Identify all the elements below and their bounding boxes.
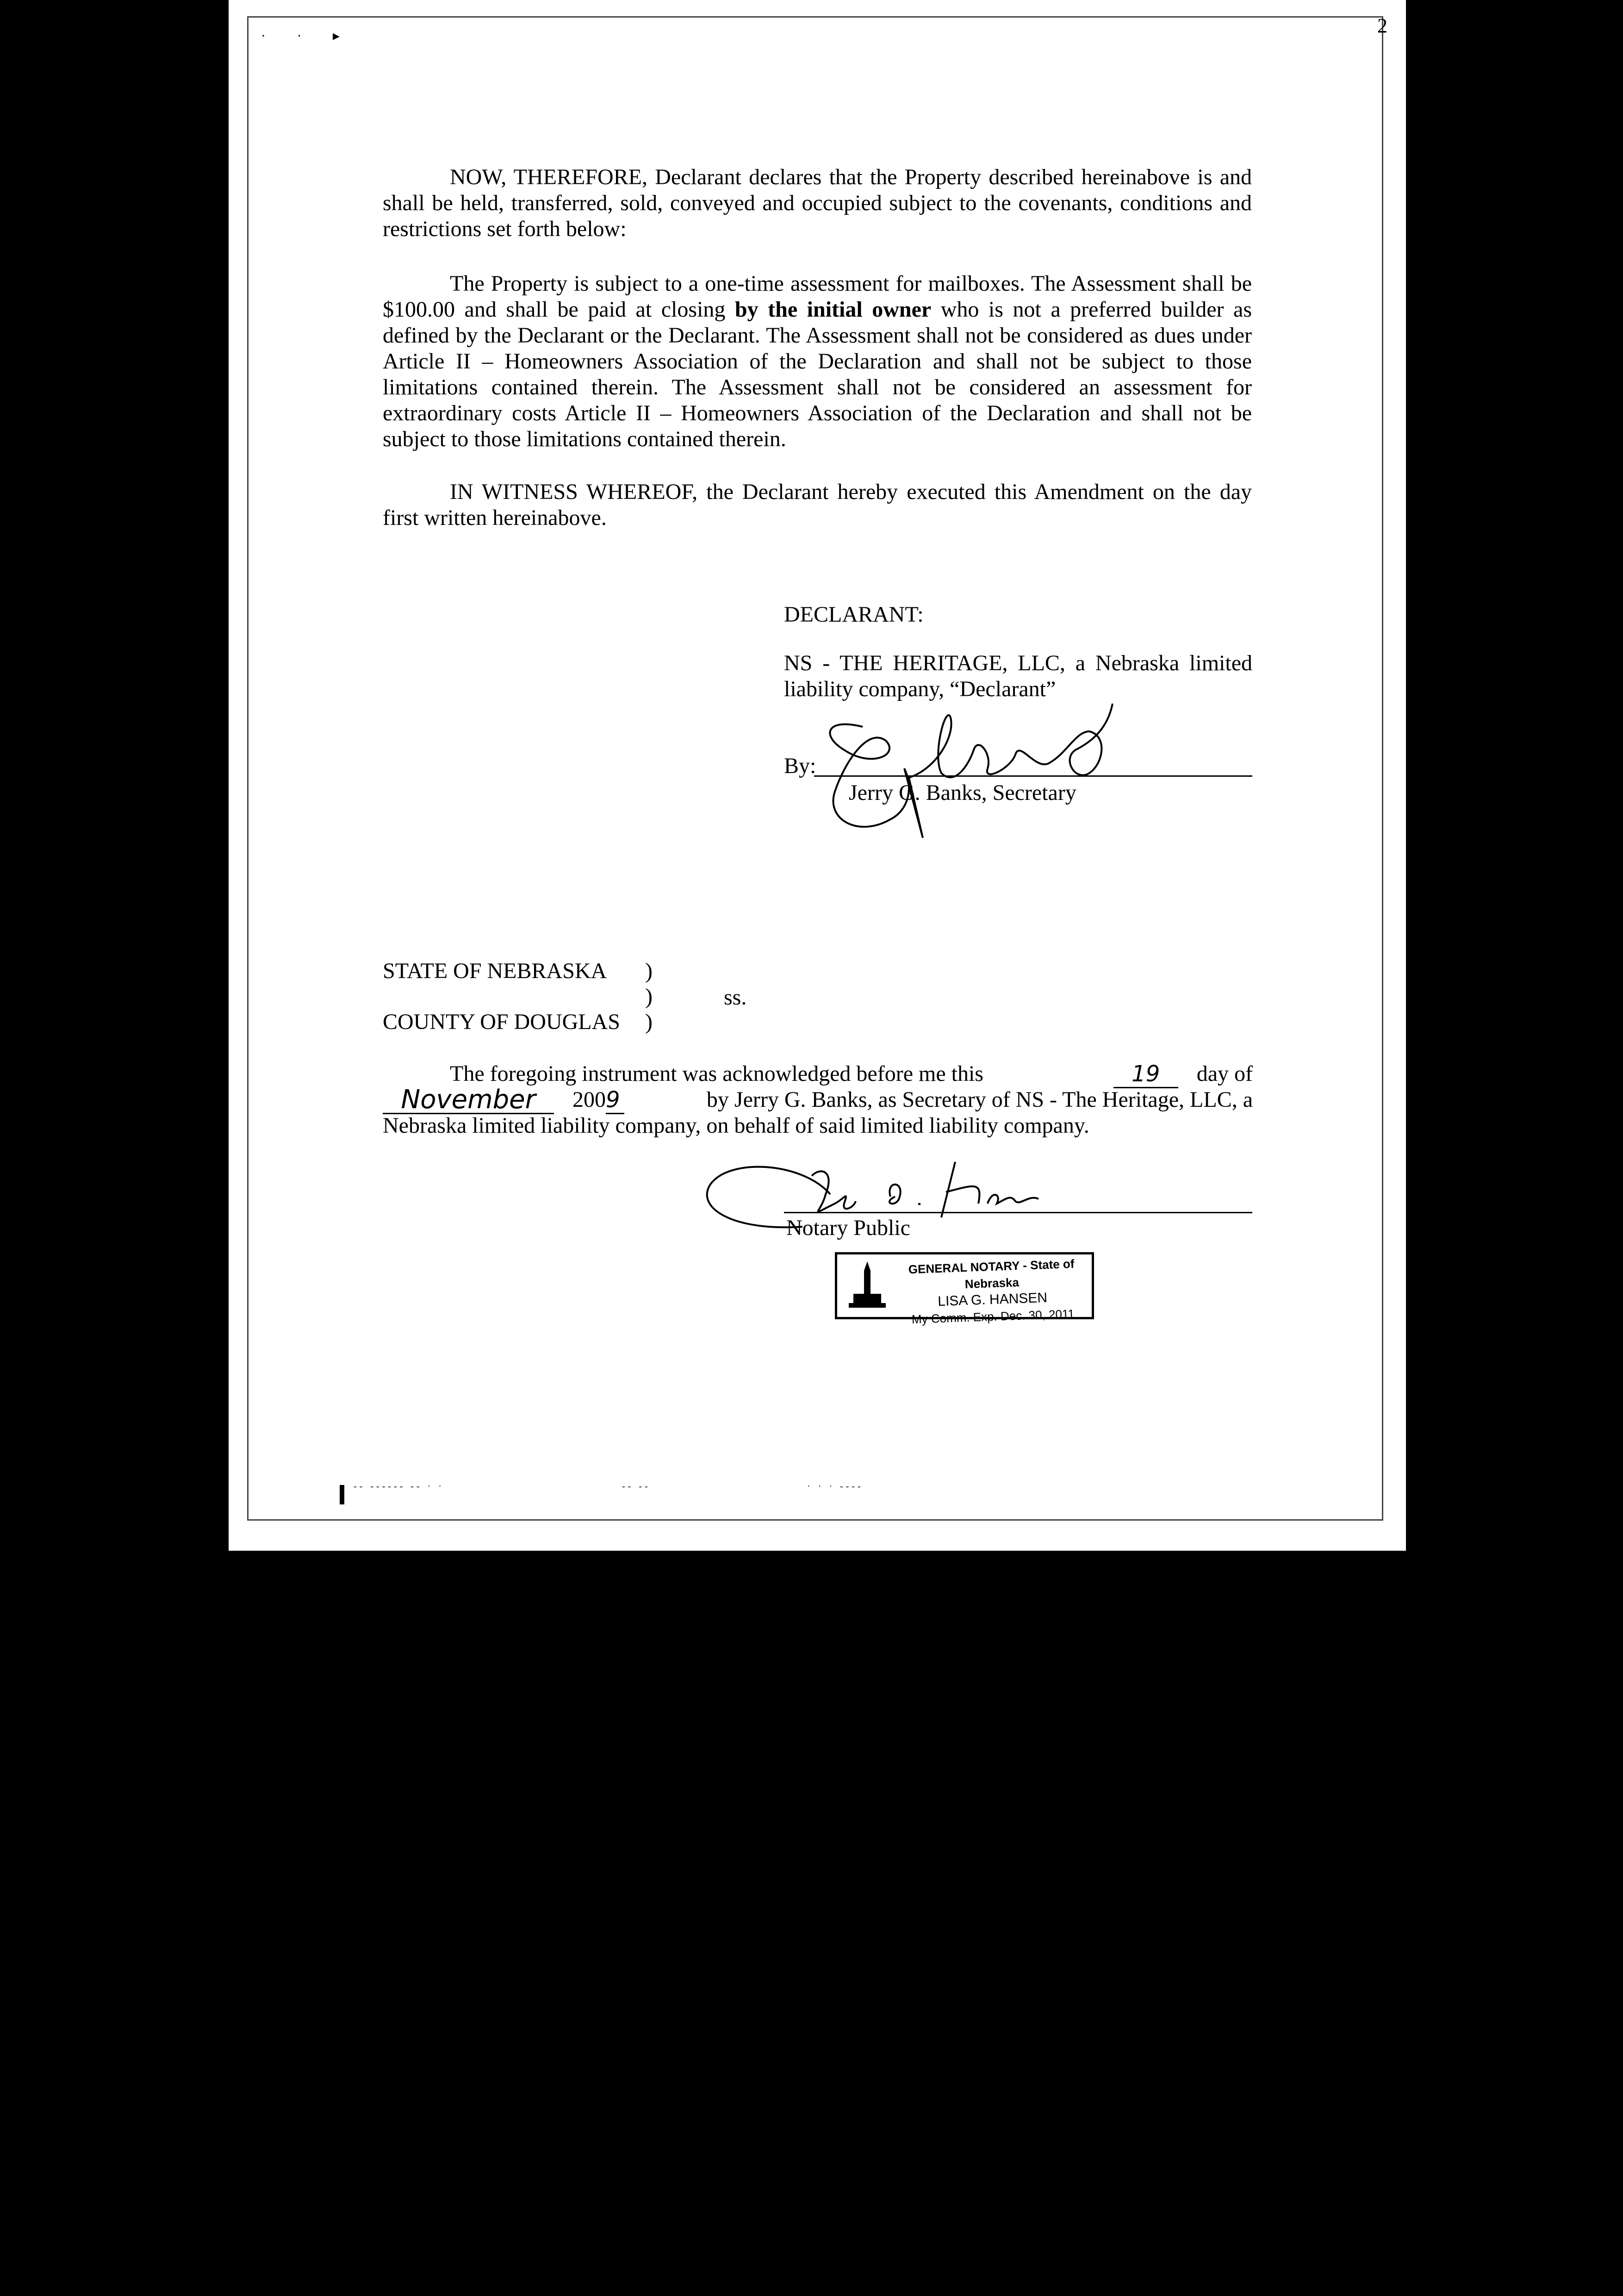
bottom-scan-line-1: -- ------ -- · · xyxy=(354,1481,444,1491)
declarant-company: NS - THE HERITAGE, LLC, a Nebraska limited liability company, “Declarant” xyxy=(784,651,1252,701)
acknowledgment-line-3: Nebraska limited liability company, on behalf of said limited liability company. xyxy=(383,1113,1089,1138)
acknowledgment-day: 19 xyxy=(1113,1061,1178,1088)
notary-signature xyxy=(696,1153,1048,1245)
declarant-signature xyxy=(816,699,1117,847)
venue-county: COUNTY OF DOUGLAS xyxy=(383,1010,620,1034)
venue-paren-1: ) xyxy=(645,959,653,983)
scan-specks: · · ▸ xyxy=(261,28,354,44)
signer-name: Jerry G. Banks, Secretary xyxy=(849,780,1076,805)
stamp-line-1: GENERAL NOTARY - State of Nebraska xyxy=(908,1256,1075,1292)
venue-ss: ss. xyxy=(724,985,747,1010)
acknowledgment-line-1: The foregoing instrument was acknowledged before me this 19 day of xyxy=(383,1061,1253,1088)
notary-label: Notary Public xyxy=(786,1216,910,1240)
venue-paren-2: ) xyxy=(645,984,653,1009)
acknowledgment-line-2: November 200 9 by Jerry G. Banks, as Secretary of NS - The Heritage, LLC, a xyxy=(383,1087,1253,1114)
acknowledgment-year-digit: 9 xyxy=(606,1087,624,1114)
page-number: 2 xyxy=(1377,14,1387,37)
paragraph-witness: IN WITNESS WHEREOF, the Declarant hereby executed this Amendment on the day first written hereinabove. xyxy=(383,480,1252,530)
declarant-heading: DECLARANT: xyxy=(784,602,924,627)
by-label: By: xyxy=(784,754,816,778)
acknowledgment-month: November xyxy=(383,1087,554,1114)
stamp-line-2: LISA G. HANSEN xyxy=(937,1290,1048,1310)
capitol-building-icon xyxy=(846,1259,888,1315)
scan-mark xyxy=(340,1485,344,1504)
venue-state: STATE OF NEBRASKA xyxy=(383,959,607,983)
venue-paren-3: ) xyxy=(645,1010,653,1034)
paragraph-therefore: NOW, THEREFORE, Declarant declares that the Property described hereinabove is and shall be held, transferred, sold, conveyed and occupied subject to the covenants, conditions and restrictions set forth below: xyxy=(383,165,1252,241)
bottom-scan-line-2: -- -- xyxy=(622,1481,651,1491)
bottom-scan-line-3: · · · ---- xyxy=(807,1481,864,1491)
document-page xyxy=(229,0,1406,1551)
paragraph-assessment: The Property is subject to a one-time assessment for mailboxes. The Assessment shall be $100.00 and shall be paid at closing by the initial owner who is not a preferred builder as defined by the Declarant or the Declarant. The Assessment shall not be considered as dues under Article II – Homeowners Association of the Declaration and shall not be subject to those limitations contained therein. The Assessment shall not be considered an assessment for extraordinary costs Article II – Homeowners Association of the Declaration and shall not be subject to those limitations contained therein. xyxy=(383,271,1252,451)
stamp-line-3: My Comm. Exp. Dec. 30, 2011 xyxy=(911,1306,1075,1327)
notary-stamp xyxy=(835,1252,1094,1327)
